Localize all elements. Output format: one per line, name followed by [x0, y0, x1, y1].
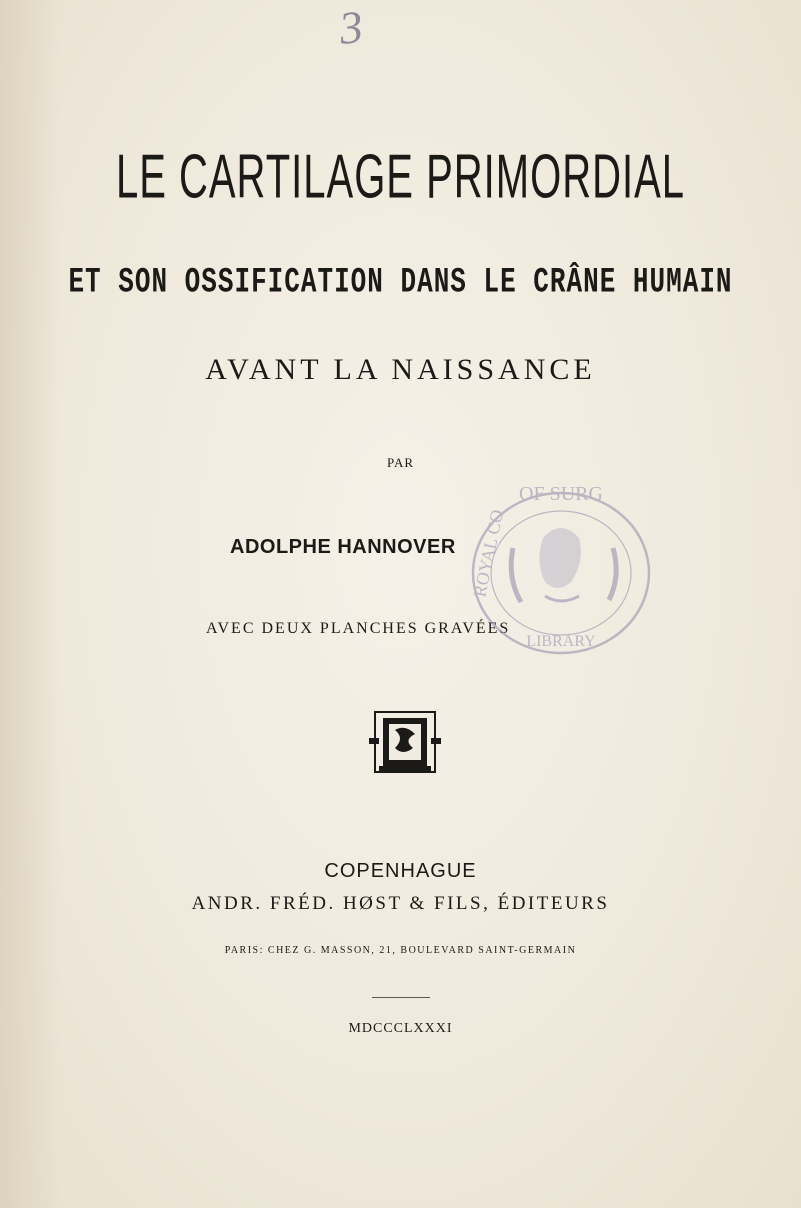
title-subtitle: ET SON OSSIFICATION DANS LE CRÂNE HUMAIN — [68, 262, 733, 303]
title-before-birth: AVANT LA NAISSANCE — [205, 353, 596, 386]
stamp-text-bottom: LIBRARY — [526, 633, 596, 650]
stamp-text-left: ROYAL CO — [469, 507, 508, 599]
publisher-line: ANDR. FRÉD. HØST & FILS, ÉDITEURS — [191, 893, 610, 914]
plates-note: AVEC DEUX PLANCHES GRAVÉES — [206, 620, 511, 637]
handwritten-page-number: 3 — [336, 0, 366, 54]
divider-rule — [372, 997, 430, 998]
publication-year: MDCCCLXXXI — [348, 1021, 453, 1036]
author-name: ADOLPHE HANNOVER — [230, 536, 456, 558]
library-stamp-icon — [453, 478, 653, 668]
by-label: PAR — [386, 455, 415, 470]
title-main: LE CARTILAGE PRIMORDIAL — [115, 143, 686, 212]
printer-emblem-icon — [369, 710, 441, 774]
publication-city: COPENHAGUE — [324, 860, 477, 882]
stamp-text-top: OF SURG — [519, 483, 603, 505]
paris-distributor-line: PARIS: CHEZ G. MASSON, 21, BOULEVARD SAINT-GERMAIN — [224, 945, 577, 956]
